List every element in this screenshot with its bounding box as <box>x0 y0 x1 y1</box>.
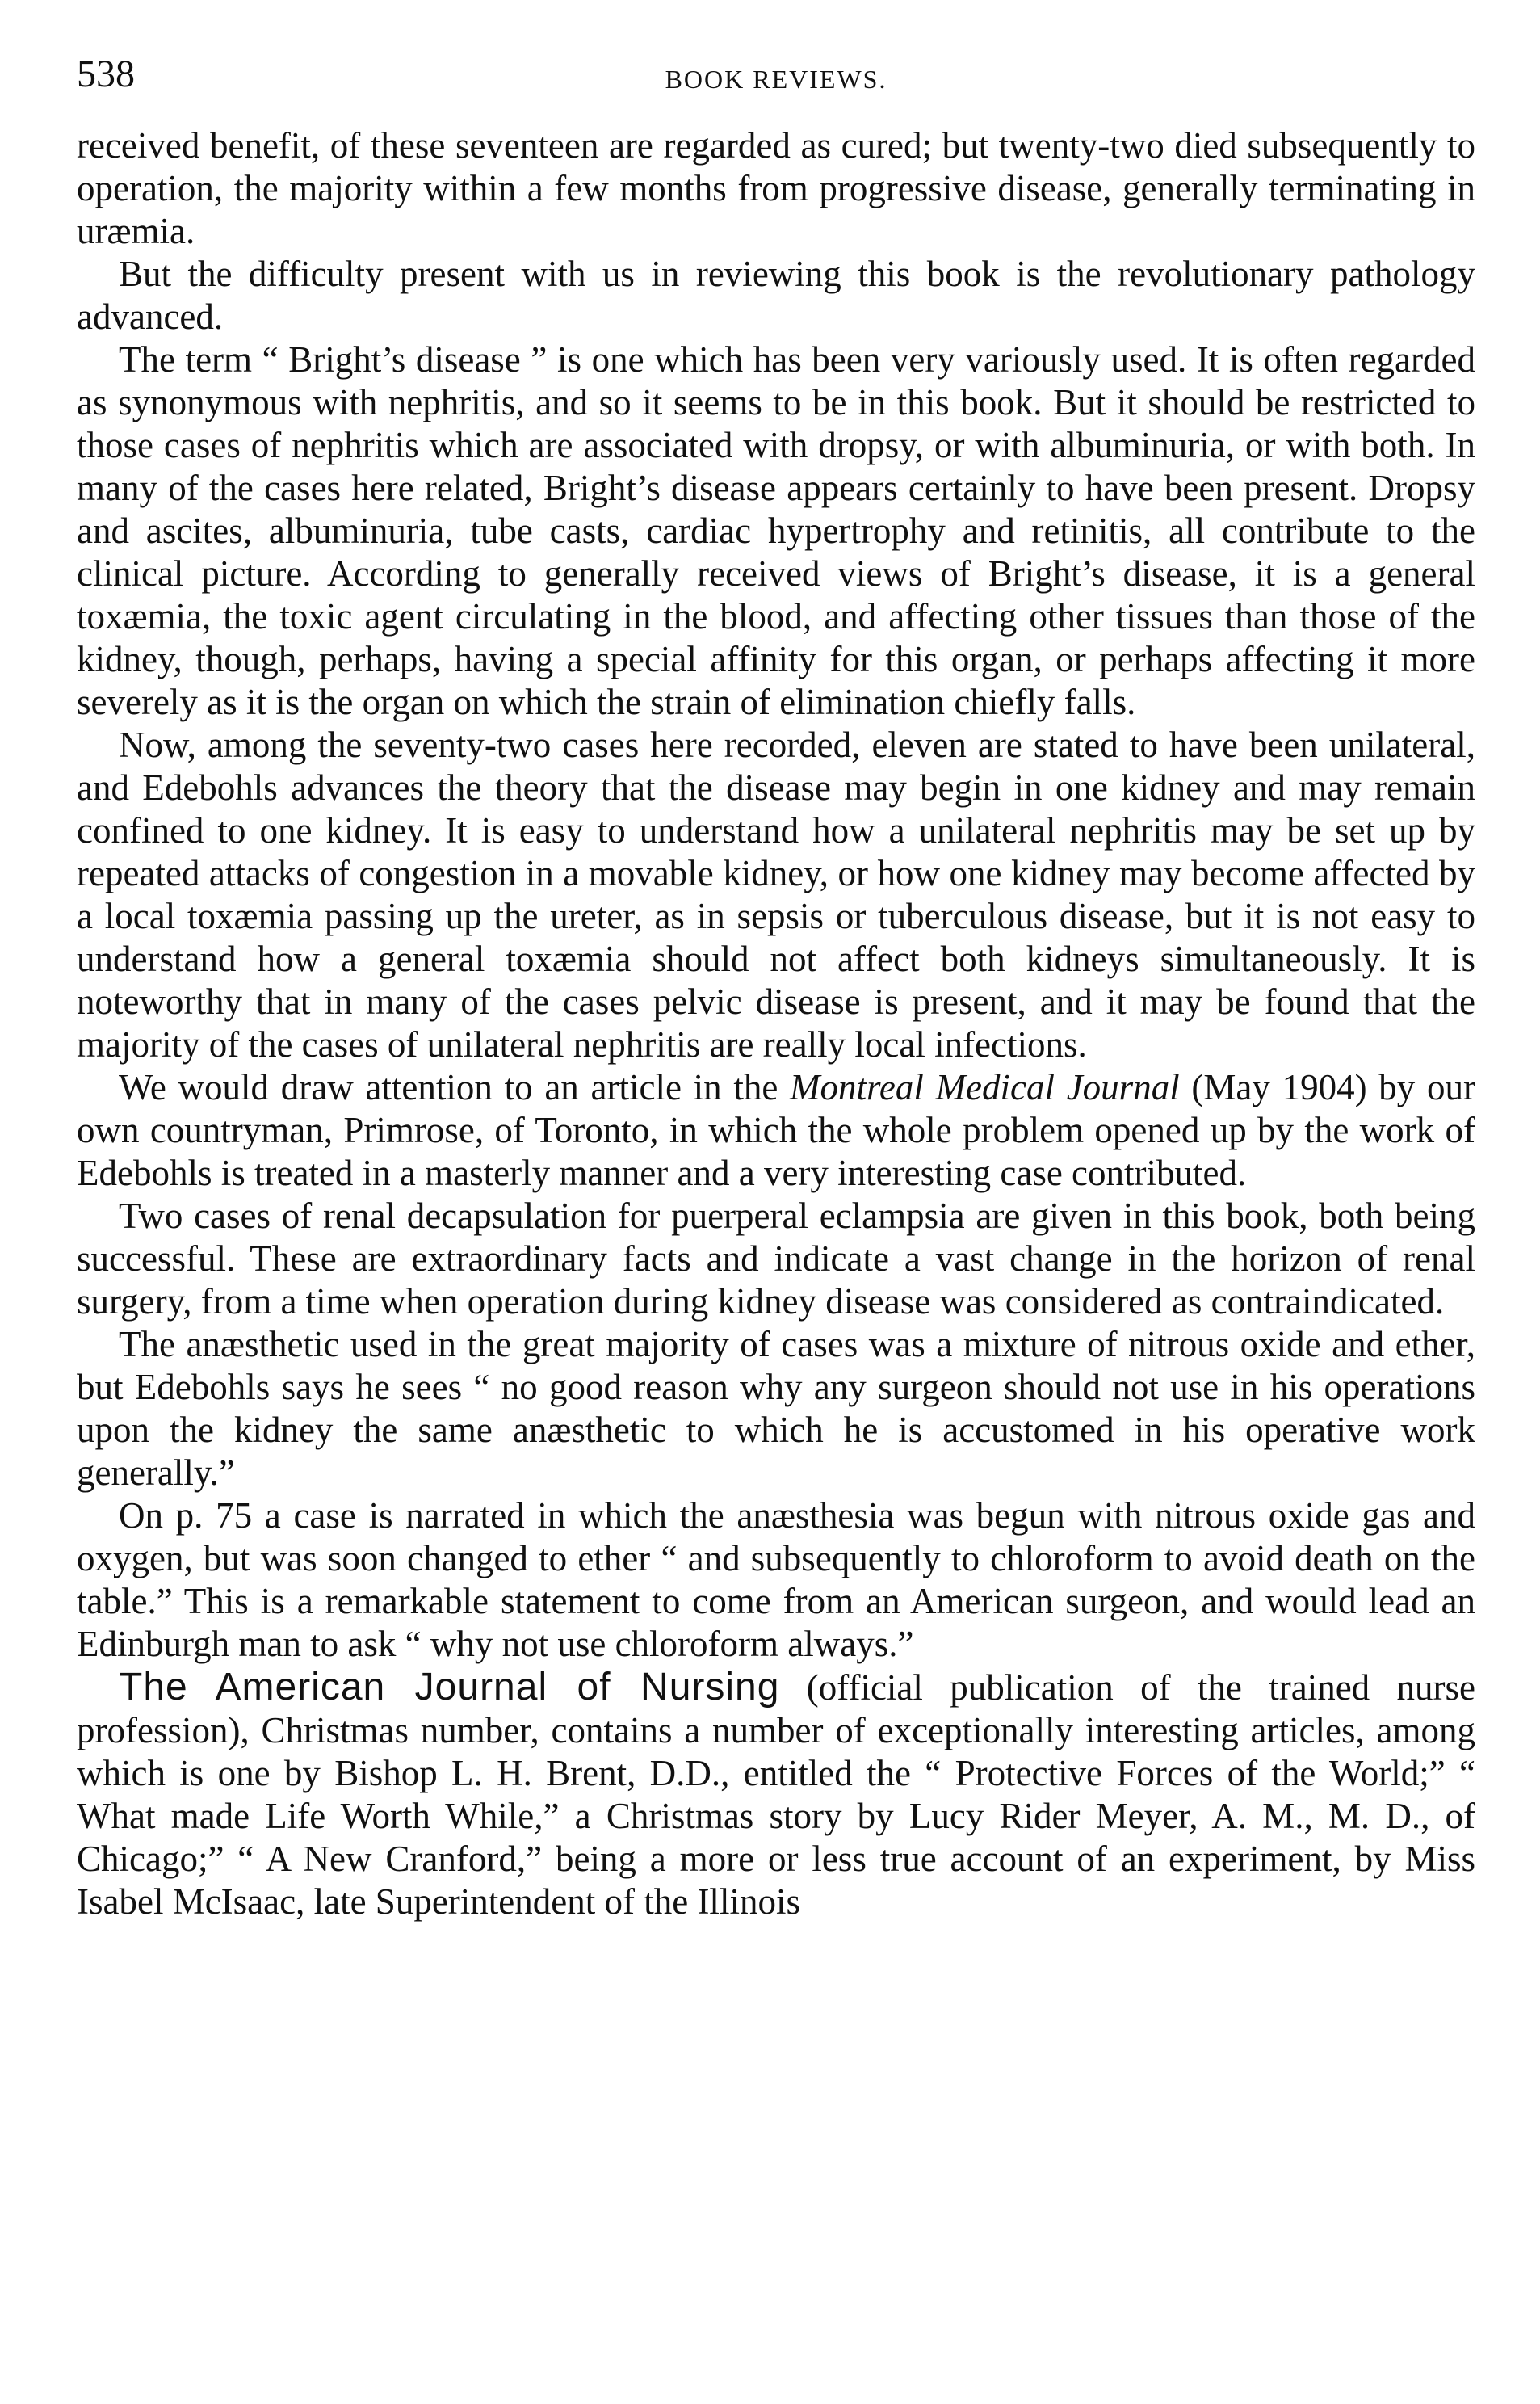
nursing-journal-text: (official publication of the trained nurse profession), Christmas number, contains a number of exceptionally interesting articles, among which is one by Bishop L. H. Brent, D.D., entitled the “ Protective Forces of the World;” “ What made Life Worth While,” a Christmas story by Lucy Rider Meyer, A. M., M. D., of Chicago;” “ A New Cranford,” being a more or less true account of an experiment, by Miss Isabel McIsaac, late Superintendent of the Illinois <box>77 1667 1476 1922</box>
nursing-journal-title: The American Journal of Nursing <box>119 1666 780 1708</box>
paragraph-brights-disease: The term “ Bright’s disease ” is one which has been very variously used. It is often regarded as synonymous with nephritis, and so it seems to be in this book. But it should be restricted to those cases of nephritis which are associated with dropsy, or with albuminuria, or with both. In many of the cases here related, Bright’s disease appears certainly to have been present. Dropsy and ascites, albuminuria, tube casts, cardiac hypertrophy and retinitis, all contribute to the clinical picture. According to generally received views of Bright’s disease, it is a general toxæmia, the toxic agent circulating in the blood, and affecting other tissues than those of the kidney, though, perhaps, having a special affinity for this organ, or perhaps affecting it more severely as it is the organ on which the strain of elimination chiefly falls. <box>77 339 1475 722</box>
page-number: 538 <box>77 53 135 95</box>
paragraph-anaesthetic: The anæsthetic used in the great majority of cases was a mixture of nitrous oxide and ether, but Edebohls says he sees “ no good reason why any surgeon should not use in his operations upon the kidney the same anæsthetic to which he is accustomed in his operative work generally.” <box>77 1324 1475 1493</box>
paragraph-renal-decapsulation: Two cases of renal decapsulation for puerperal eclampsia are given in this book, both being successful. These are extraordinary facts and indicate a vast change in the horizon of renal surgery, from a time when operation during kidney disease was considered as contraindicated. <box>77 1196 1475 1322</box>
running-head: BOOK REVIEWS. <box>665 65 887 94</box>
review-body <box>77 124 1475 1923</box>
paragraph-montreal-journal <box>77 1066 1475 1195</box>
paragraph-cured-cases: received benefit, of these seventeen are regarded as cured; but twenty-two died subsequently to operation, the majority within a few months from progressive disease, generally terminating in uræmia. <box>77 125 1475 251</box>
book-page <box>77 50 1475 1923</box>
paragraph-revolutionary-pathology: But the difficulty present with us in reviewing this book is the revolutionary pathology advanced. <box>77 254 1475 337</box>
paragraph-unilateral-nephritis: Now, among the seventy-two cases here recorded, eleven are stated to have been unilateral, and Edebohls advances the theory that the disease may begin in one kidney and may remain confined to one kidney. It is easy to understand how a unilateral nephritis may be set up by repeated attacks of congestion in a movable kidney, or how one kidney may become affected by a local toxæmia passing up the ureter, as in sepsis or tuberculous disease, but it is not easy to understand how a general toxæmia should not affect both kidneys simultaneously. It is noteworthy that in many of the cases pelvic disease is present, and it may be found that the majority of the cases of unilateral nephritis are really local infections. <box>77 725 1475 1065</box>
montreal-text-before: We would draw attention to an article in the <box>119 1067 791 1107</box>
page-header <box>77 50 1475 107</box>
montreal-text-after: (May 1904) by our own countryman, Primrose, of Toronto, in which the whole problem opened up by the work of Edebohls is treated in a masterly manner and a very interesting case contributed. <box>77 1067 1475 1193</box>
montreal-journal-title: Montreal Medical Journal <box>790 1067 1180 1107</box>
paragraph-chloroform: On p. 75 a case is narrated in which the anæsthesia was begun with nitrous oxide gas and oxygen, but was soon changed to ether “ and subsequently to chloroform to avoid death on the table.” This is a remarkable statement to come from an American surgeon, and would lead an Edinburgh man to ask “ why not use chloroform always.” <box>77 1495 1475 1664</box>
paragraph-nursing-journal <box>77 1666 1475 1923</box>
